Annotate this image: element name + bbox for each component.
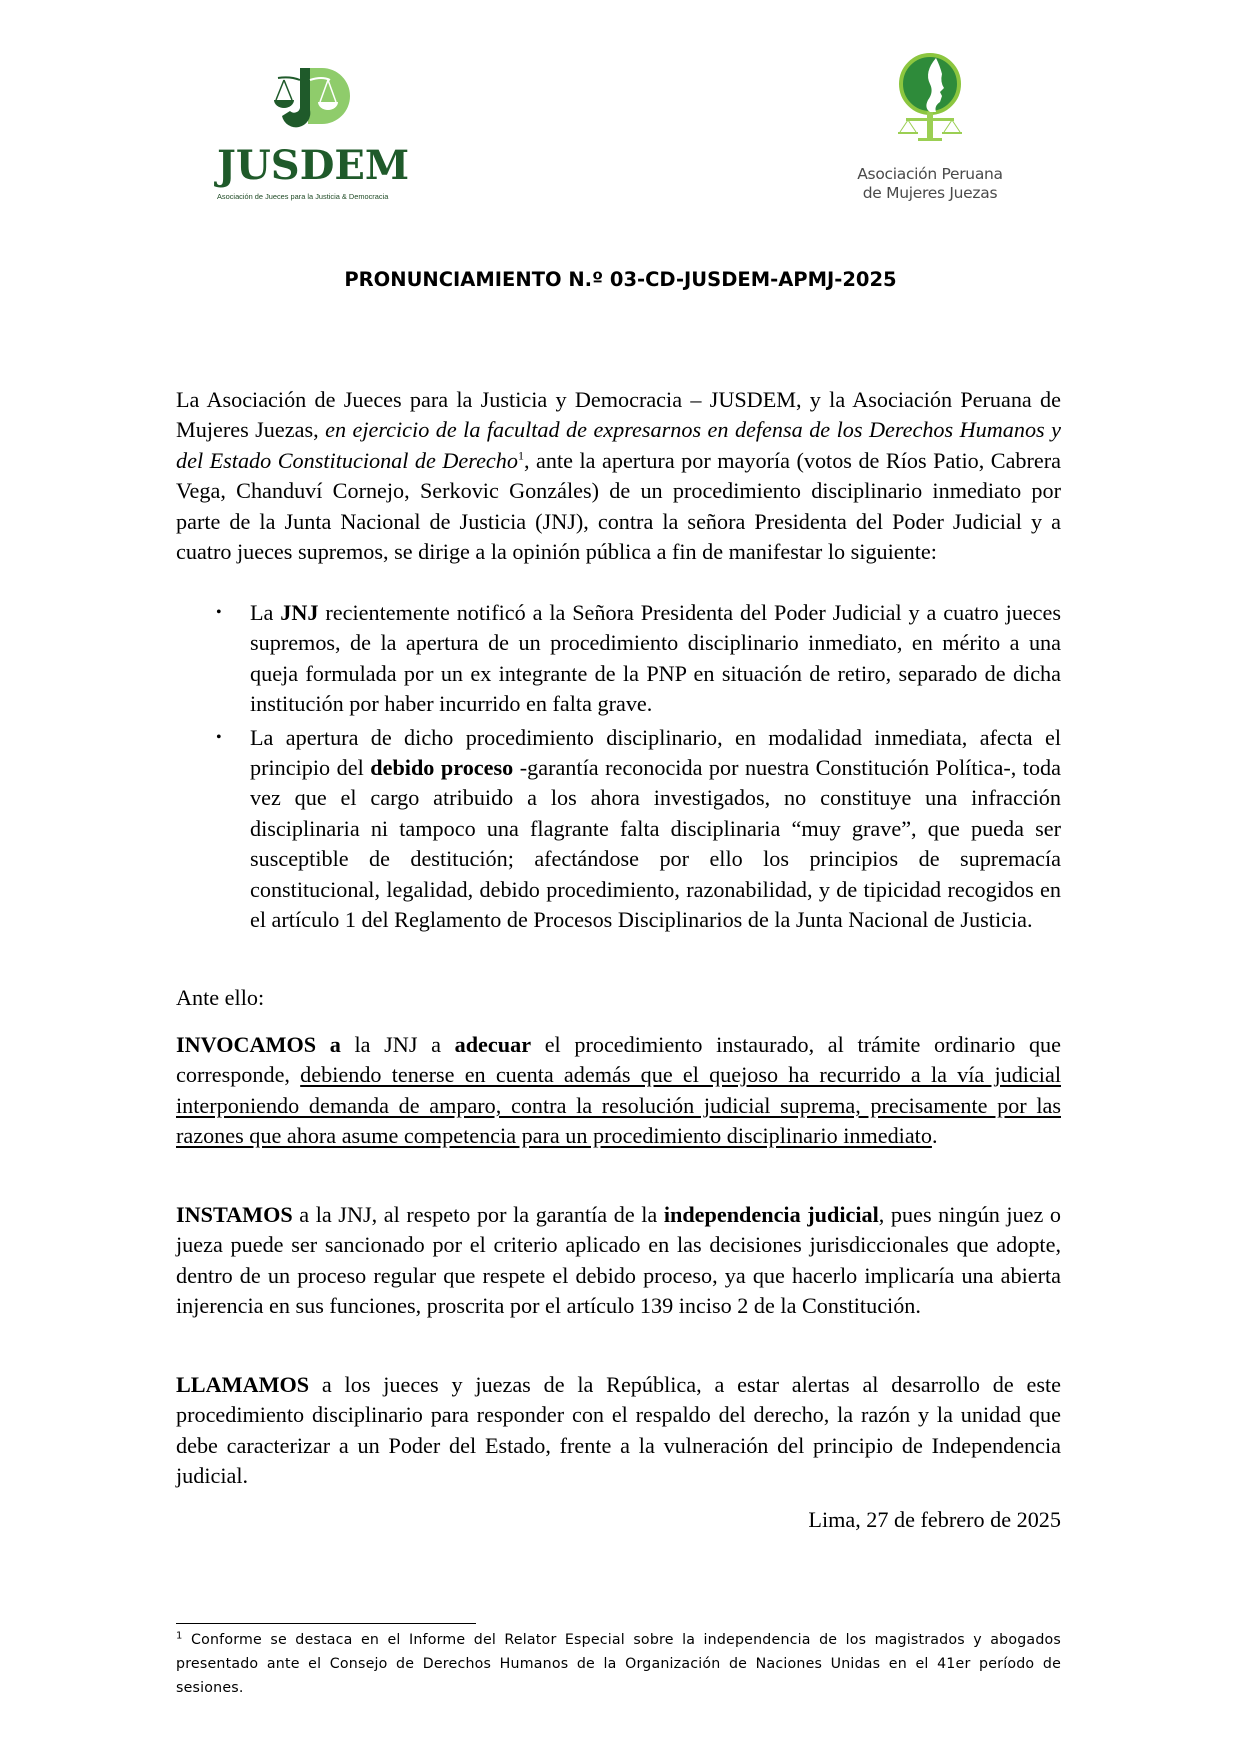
instamos-text-1: a la JNJ, al respeto por la garantía de la <box>292 1202 664 1227</box>
intro-text-2: , ante la apertura por mayoría (votos de Ríos Patio, Cabrera Vega, Chanduví Cornejo, Serkovic Gonzáles) de un procedimiento disciplinario inmediato por parte de la Junta Nacional de Justicia (JNJ), contra la señora Presidenta del Poder Judicial y a cuatro jueces supremos, se dirige a la opinión pública a fin de manifestar lo siguiente: <box>176 447 1061 565</box>
bullet-bold: debido proceso <box>370 755 514 781</box>
apmj-logo <box>850 52 1010 212</box>
apmj-name <box>850 165 1010 203</box>
footnote <box>176 1628 1061 1700</box>
llamamos-text: a los jueces y juezas de la República, a estar alertas al desarrollo de este procedimiento disciplinario para responder con el respaldo del derecho, la razón y la unidad que debe caracterizar a un Poder del Estado, frente a la vulneración del principio de Independencia judicial. <box>176 1372 1061 1489</box>
footnote-ref[interactable]: 1 <box>517 448 524 463</box>
bullet-text-pre: La <box>250 600 281 625</box>
instamos-paragraph <box>176 1200 1061 1322</box>
footnote-number: 1 <box>176 1630 183 1642</box>
instamos-text-2: , pues ningún juez o jueza puede ser sancionado por el criterio aplicado en las decisiones jurisdiccionales que adopte, dentro de un proceso regular que respete el debido proceso, ya que hacerlo implicaría una abierta injerencia en sus funciones, proscrita por el artículo 139 inciso 2 de la Constitución. <box>176 1202 1061 1319</box>
intro-text-1: La Asociación de Jueces para la Justicia y Democracia – JUSDEM, y la Asociación Peruana de Mujeres Juezas, <box>176 387 1061 443</box>
bullet-icon: • <box>216 728 222 746</box>
bullet-text-post: -garantía reconocida por nuestra Constitución Política-, toda vez que el cargo atribuido a los ahora investigados, no constituye una infracción disciplinaria ni tampoco una flagrante falta disciplinaria “muy grave”, que pueda ser susceptible de destitución; afectándose por ello los principios de supremacía constitucional, legalidad, debido procedimiento, razonabilidad, y de tipicidad recogidos en el artículo 1 del Reglamento de Procesos Disciplinarios de la Junta Nacional de Justicia. <box>250 755 1061 933</box>
independencia-bold: independencia judicial <box>663 1202 879 1227</box>
invocamos-paragraph <box>176 1030 1061 1152</box>
document-title: PRONUNCIAMIENTO N.º 03-CD-JUSDEM-APMJ-2025 <box>344 268 897 291</box>
invocamos-underlined: debiendo tenerse en cuenta además que el quejoso ha recurrido a la vía judicial interponiendo demanda de amparo, contra la resolución judicial suprema, precisamente por las razones que ahora asume competencia para un procedimiento disciplinario inmediato <box>176 1062 1061 1149</box>
invocamos-bold: INVOCAMOS a <box>176 1032 341 1057</box>
ante-ello: Ante ello: <box>176 985 265 1010</box>
bullet-list <box>176 598 1061 938</box>
jusdem-tagline: Asociación de Jueces para la Justicia & Democracia <box>217 192 389 201</box>
bullet-icon: • <box>216 604 222 621</box>
adecuar-bold: adecuar <box>454 1032 532 1057</box>
intro-paragraph <box>176 385 1061 567</box>
invocamos-end: . <box>931 1123 938 1149</box>
apmj-name-line2: de Mujeres Juezas <box>862 184 998 202</box>
bullet-item <box>176 723 1061 936</box>
footnote-text: Conforme se destaca en el Informe del Relator Especial sobre la independencia de los magistrados y abogados presentado ante el Consejo de Derechos Humanos de la Organización de Naciones Unidas en el 41er período de sesiones. <box>176 1632 1061 1696</box>
jusdem-wordmark: JUSDEM <box>217 142 410 189</box>
intro-italic: en ejercicio de la facultad de expresarnos en defensa de los Derechos Humanos y del Estado Constitucional de Derecho <box>176 417 1061 473</box>
jusdem-logo <box>215 62 410 207</box>
jd-scales-logo-icon <box>270 66 350 128</box>
date-line: Lima, 27 de febrero de 2025 <box>808 1507 1061 1532</box>
bullet-text-pre: La apertura de dicho procedimiento disciplinario, en modalidad inmediata, afecta el principio del <box>250 724 1061 781</box>
invocamos-text-2: el procedimiento instaurado, al trámite ordinario que corresponde, <box>176 1032 1061 1088</box>
llamamos-bold: LLAMAMOS <box>176 1372 310 1397</box>
bullet-bold: JNJ <box>280 600 319 625</box>
instamos-bold: INSTAMOS <box>176 1202 293 1227</box>
woman-profile-scales-logo-icon <box>890 52 970 152</box>
llamamos-paragraph <box>176 1370 1061 1492</box>
apmj-name-line1: Asociación Peruana <box>857 165 1003 183</box>
bullet-text-post: recientemente notificó a la Señora Presidenta del Poder Judicial y a cuatro jueces supremos, de la apertura de un procedimiento disciplinario inmediato, en mérito a una queja formulada por un ex integrante de la PNP en situación de retiro, separado de dicha institución por haber incurrido en falta grave. <box>250 600 1062 717</box>
footnote-divider <box>176 1623 476 1624</box>
invocamos-text-1: la JNJ a <box>340 1032 455 1057</box>
bullet-item <box>176 598 1061 720</box>
